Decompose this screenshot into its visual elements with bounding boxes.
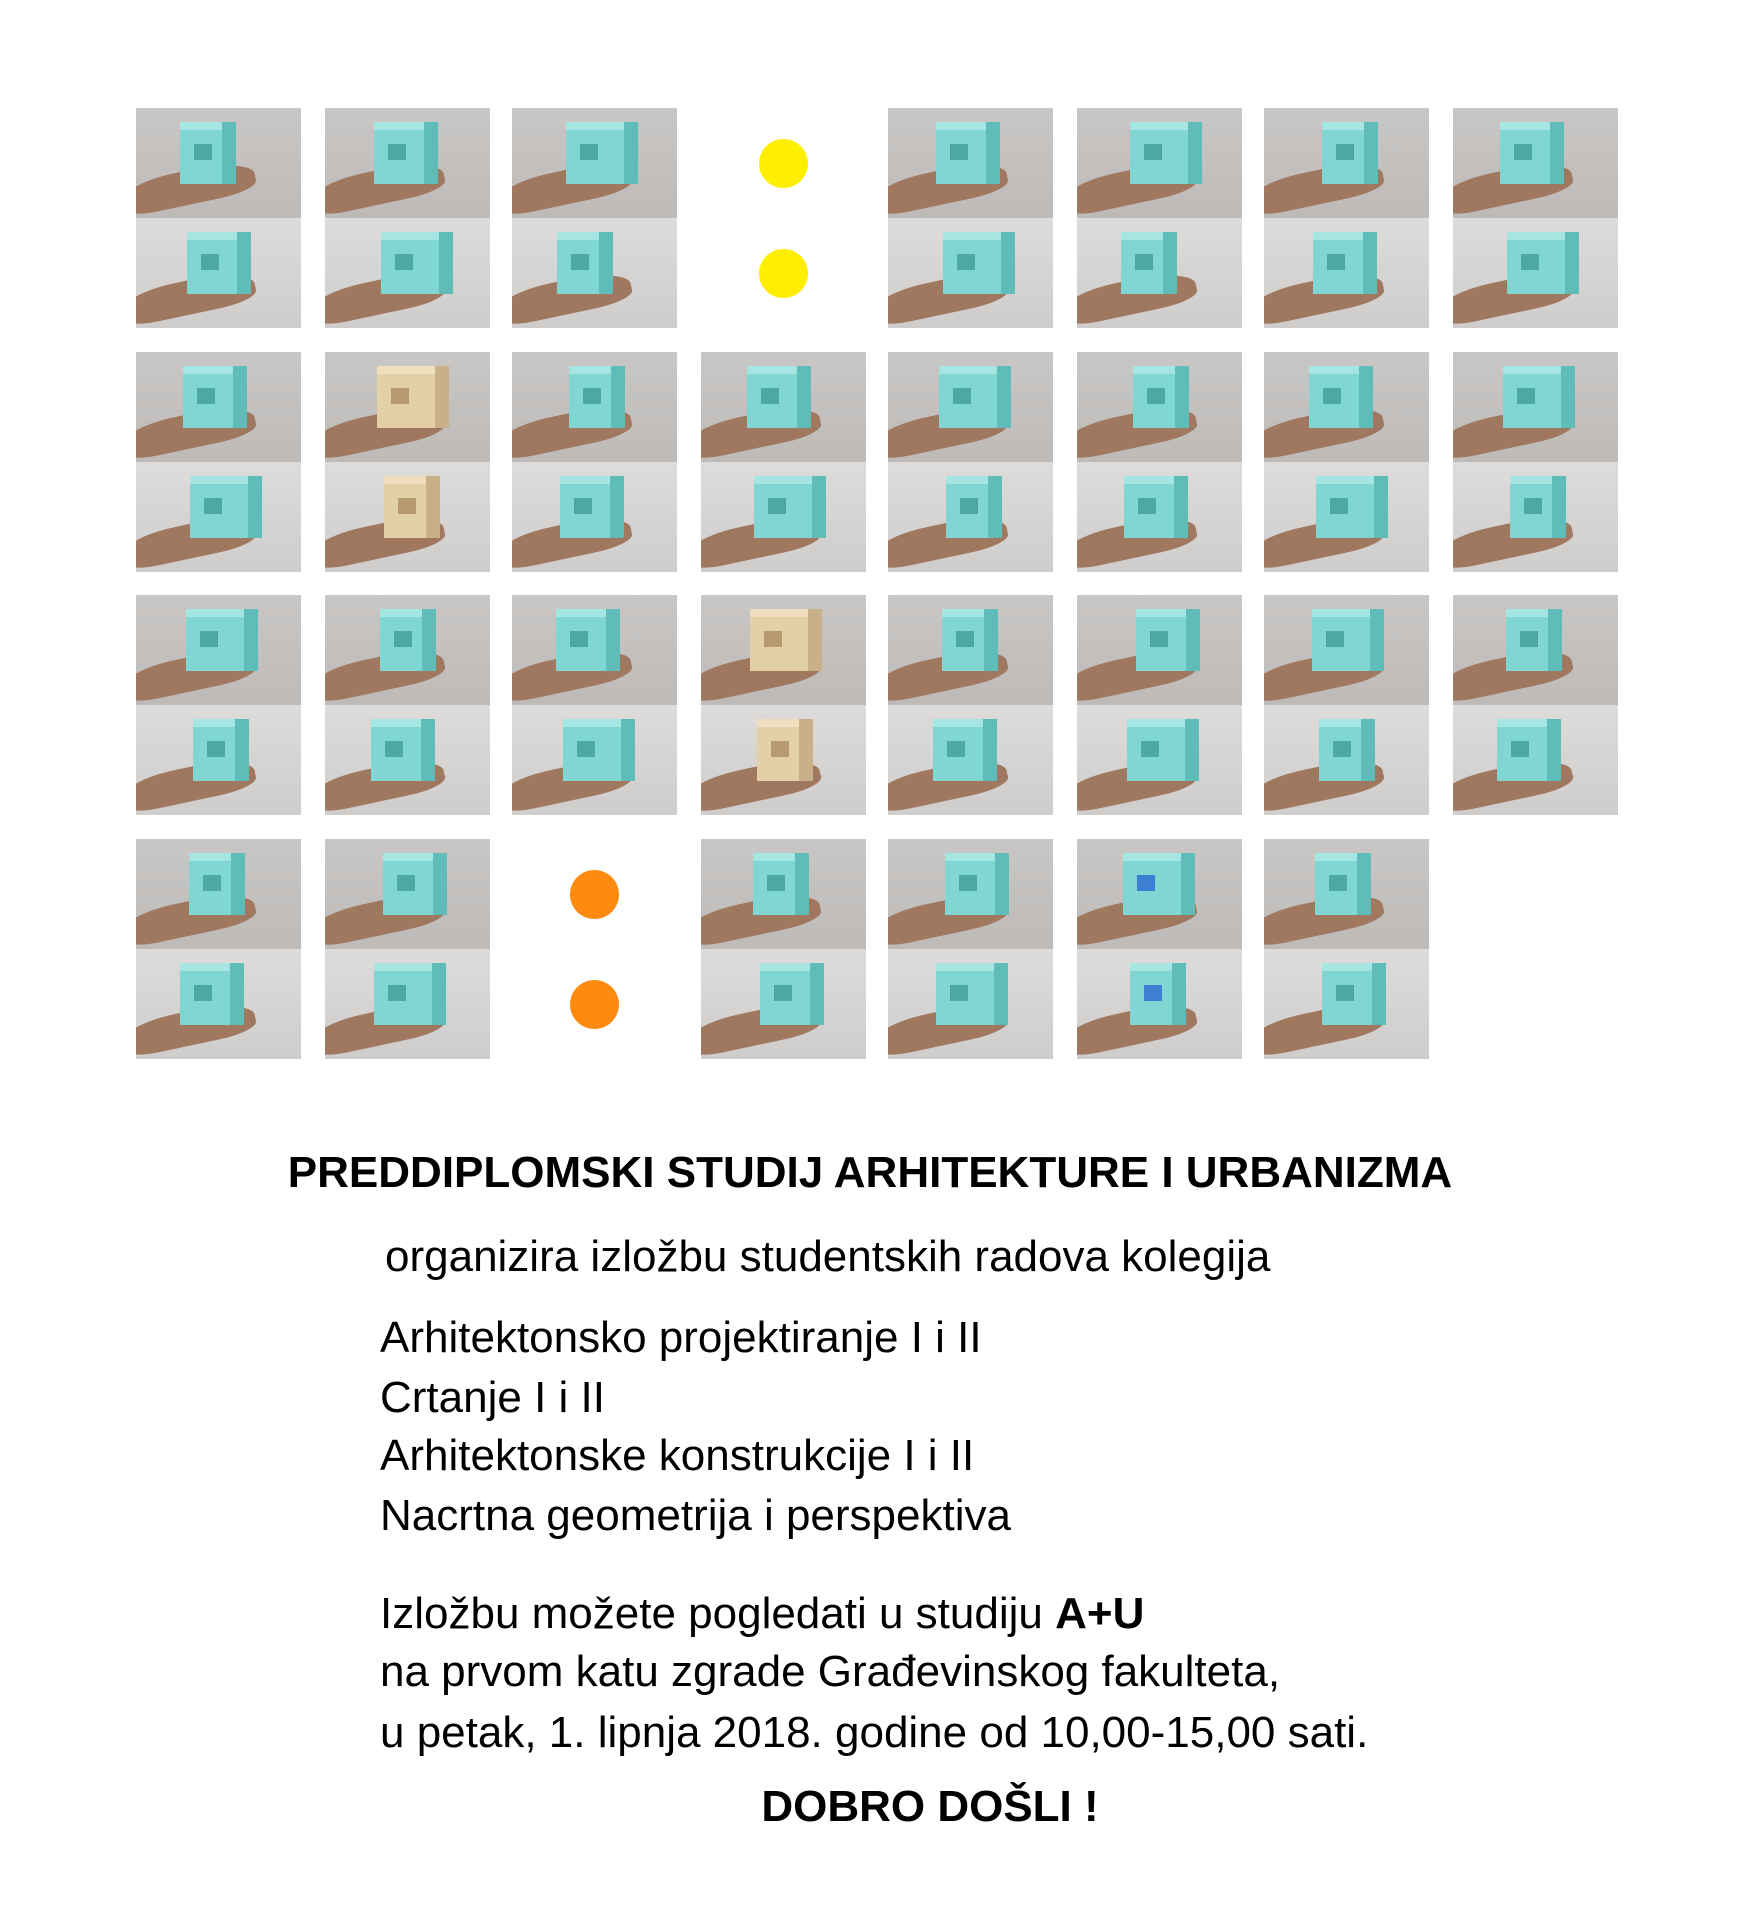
- welcome-text: DOBRO DOŠLI !: [761, 1782, 1099, 1831]
- model-photo: [1077, 839, 1242, 949]
- model-photo: [136, 839, 301, 949]
- model-photo: [1264, 108, 1429, 218]
- model-photo: [888, 595, 1053, 705]
- model-photo-pair: [325, 595, 490, 815]
- model-photo: [136, 218, 301, 328]
- dot: [759, 249, 808, 298]
- model-photo-pair: [1077, 595, 1242, 815]
- model-photo-pair: [136, 595, 301, 815]
- course-item: Arhitektonske konstrukcije I i II: [380, 1431, 975, 1480]
- model-photo: [136, 462, 301, 572]
- model-photo: [512, 462, 677, 572]
- model-photo: [325, 352, 490, 462]
- model-photo-pair: [512, 595, 677, 815]
- course-item: Nacrtna geometrija i perspektiva: [380, 1491, 1011, 1540]
- model-photo: [512, 352, 677, 462]
- model-photo-pair: [512, 108, 677, 328]
- model-photo: [512, 595, 677, 705]
- model-photo: [1453, 462, 1618, 572]
- dot: [570, 980, 619, 1029]
- model-photo: [1077, 462, 1242, 572]
- model-photo-gallery: [136, 108, 1618, 1058]
- model-photo: [325, 108, 490, 218]
- model-photo: [701, 462, 866, 572]
- model-photo: [888, 108, 1053, 218]
- model-photo: [325, 705, 490, 815]
- model-photo: [512, 218, 677, 328]
- yellow-dot-marker: [701, 108, 866, 328]
- model-photo: [1453, 108, 1618, 218]
- studio-name: A+U: [1055, 1589, 1145, 1638]
- model-photo: [888, 949, 1053, 1059]
- model-photo-pair: [1453, 595, 1618, 815]
- course-item: Arhitektonsko projektiranje I i II: [380, 1313, 982, 1362]
- model-photo-pair: [136, 108, 301, 328]
- model-photo: [701, 595, 866, 705]
- model-photo: [1264, 462, 1429, 572]
- model-photo-pair: [136, 839, 301, 1059]
- model-photo-pair: [888, 108, 1053, 328]
- model-photo: [701, 352, 866, 462]
- model-photo-pair: [1077, 352, 1242, 572]
- model-photo-pair: [1077, 839, 1242, 1059]
- model-photo-pair: [1077, 108, 1242, 328]
- model-photo-pair: [1453, 108, 1618, 328]
- model-photo: [1077, 595, 1242, 705]
- model-photo: [1077, 949, 1242, 1059]
- dot: [570, 870, 619, 919]
- model-photo: [888, 352, 1053, 462]
- model-photo: [325, 218, 490, 328]
- info-line-building: na prvom katu zgrade Građevinskog fakulteta,: [380, 1647, 1281, 1696]
- model-photo-pair: [1264, 839, 1429, 1059]
- model-photo: [1077, 705, 1242, 815]
- model-photo: [1453, 595, 1618, 705]
- model-photo: [1077, 352, 1242, 462]
- model-photo: [1453, 352, 1618, 462]
- course-item: Crtanje I i II: [380, 1373, 605, 1422]
- model-photo: [701, 839, 866, 949]
- model-photo: [1264, 839, 1429, 949]
- model-photo: [325, 839, 490, 949]
- model-photo-pair: [325, 352, 490, 572]
- model-photo-pair: [701, 839, 866, 1059]
- model-photo: [136, 949, 301, 1059]
- model-photo-pair: [701, 595, 866, 815]
- model-photo-pair: [701, 352, 866, 572]
- model-photo-pair: [1264, 595, 1429, 815]
- model-photo: [1264, 218, 1429, 328]
- model-photo-pair: [888, 595, 1053, 815]
- heading: PREDDIPLOMSKI STUDIJ ARHITEKTURE I URBANIZMA: [287, 1148, 1453, 1197]
- orange-dot-marker: [512, 839, 677, 1059]
- model-photo: [512, 705, 677, 815]
- model-photo-pair: [325, 839, 490, 1059]
- model-photo-pair: [888, 352, 1053, 572]
- model-photo: [1264, 949, 1429, 1059]
- model-photo: [325, 462, 490, 572]
- model-photo: [888, 218, 1053, 328]
- model-photo: [1264, 595, 1429, 705]
- model-photo-pair: [888, 839, 1053, 1059]
- model-photo: [136, 352, 301, 462]
- model-photo-pair: [1264, 108, 1429, 328]
- info-line-location: [380, 1589, 1144, 1639]
- model-photo-pair: [512, 352, 677, 572]
- model-photo: [888, 705, 1053, 815]
- model-photo: [136, 108, 301, 218]
- info-line-date: u petak, 1. lipnja 2018. godine od 10,00-15,00 sati.: [380, 1708, 1369, 1757]
- model-photo: [701, 949, 866, 1059]
- model-photo: [325, 595, 490, 705]
- model-photo: [1077, 218, 1242, 328]
- model-photo: [701, 705, 866, 815]
- model-photo-pair: [1453, 352, 1618, 572]
- model-photo: [1264, 352, 1429, 462]
- dot: [759, 139, 808, 188]
- model-photo: [1077, 108, 1242, 218]
- model-photo: [325, 949, 490, 1059]
- model-photo-pair: [1264, 352, 1429, 572]
- intro-text: organizira izložbu studentskih radova kolegija: [385, 1232, 1271, 1281]
- model-photo-pair: [136, 352, 301, 572]
- model-photo: [1453, 218, 1618, 328]
- model-photo: [888, 462, 1053, 572]
- model-photo-pair: [325, 108, 490, 328]
- model-photo: [1264, 705, 1429, 815]
- model-photo: [136, 705, 301, 815]
- model-photo: [1453, 705, 1618, 815]
- model-photo: [512, 108, 677, 218]
- info-location-text: Izložbu možete pogledati u studiju: [380, 1589, 1056, 1638]
- model-photo: [888, 839, 1053, 949]
- model-photo: [136, 595, 301, 705]
